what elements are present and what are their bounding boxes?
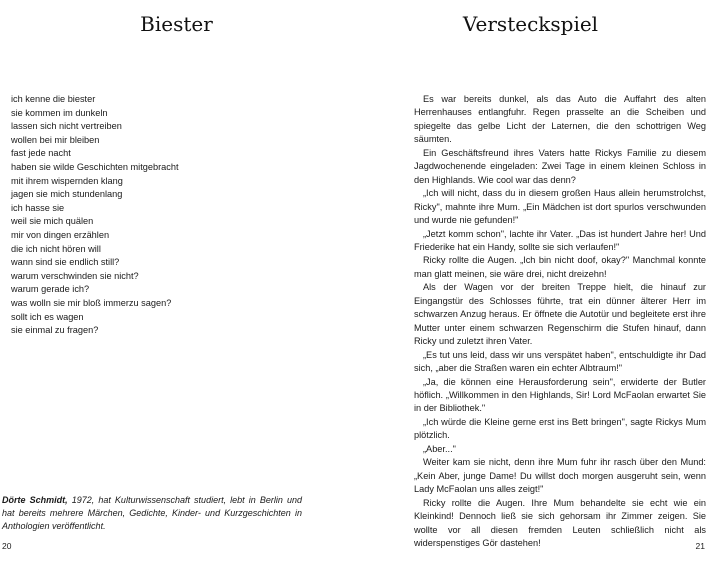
story-title: Versteckspiel bbox=[462, 12, 599, 36]
page-number-left: 20 bbox=[2, 541, 12, 551]
poem-line: wollen bei mir bleiben bbox=[11, 134, 100, 145]
story-paragraph: Weiter kam sie nicht, denn ihre Mum fuhr ihr rasch über den Mund: „Kein Aber, junge Dame! Du willst doch morgen ausgeruht sein, wenn Lady McFaolan uns alles zeigt!" bbox=[414, 457, 706, 495]
poem-line: jagen sie mich stundenlang bbox=[11, 189, 123, 200]
poem-line: sie einmal zu fragen? bbox=[11, 325, 99, 336]
poem-line: haben sie wilde Geschichten mitgebracht bbox=[11, 161, 179, 172]
story-paragraph: „Ja, die können eine Herausforderung sein", erwiderte der Butler höflich. „Willkommen in den Highlands, Sir! Lord McFaolan erwartet Sie in der Bibliothek." bbox=[414, 376, 706, 414]
left-page bbox=[0, 0, 353, 565]
page-number-right: 21 bbox=[695, 541, 705, 551]
author-name: Dörte Schmidt, bbox=[2, 495, 68, 505]
poem-line: ich kenne die biester bbox=[11, 94, 96, 104]
story-paragraph: „Es tut uns leid, dass wir uns verspätet haben", entschuldigte ihr Dad sich, „aber die Straßen waren ein echter Albtraum!" bbox=[414, 349, 706, 374]
story-paragraph: Ein Geschäftsfreund ihres Vaters hatte Rickys Familie zu diesem Jagdwochenende eingeladen: Zwei Tage in einem kleinen Schloss in den Highlands. Wie cool war das denn? bbox=[414, 147, 706, 185]
story-paragraph: Ricky rollte die Augen. Ihre Mum behandelte sie echt wie ein Kleinkind! Dennoch ließ sie sich gehorsam ihr Zimmer zeigen. Sie wollte vor all diesen fremden Leuten schließlich nicht als widerspenstiges Gör dastehen! bbox=[414, 497, 706, 548]
story-paragraph: Es war bereits dunkel, als das Auto die Auffahrt des alten Herrenhauses entlangfuhr. Regen prasselte an die Scheiben und spiegelte das gelbe Licht der Laternen, die den schottrigen Weg säumten. bbox=[414, 94, 706, 145]
poem-title: Biester bbox=[140, 12, 213, 36]
poem bbox=[11, 93, 179, 338]
poem-line: mir von dingen erzählen bbox=[11, 229, 110, 240]
poem-line: ich hasse sie bbox=[11, 202, 65, 213]
story-paragraph: Als der Wagen vor der breiten Treppe hielt, die hinauf zur Eingangstür des Schlosses führte, trat ein dünner älterer Herr im schwarzen Anzug heraus. Er öffnete die Autotür und begleitete erst ihre Mutter unter einem schwarzen Regenschirm die Stufen hinauf, dann Ricky und zuletzt ihren Vater. bbox=[414, 282, 706, 347]
poem-line: lassen sich nicht vertreiben bbox=[11, 121, 122, 132]
story-paragraph: Ricky rollte die Augen. „Ich bin nicht doof, okay?" Manchmal konnte man glatt meinen, sie wäre drei, nicht dreizehn! bbox=[414, 255, 706, 279]
poem-line: warum gerade ich? bbox=[11, 284, 90, 295]
story-paragraph: „Aber..." bbox=[423, 443, 456, 454]
right-page bbox=[354, 0, 707, 565]
story-paragraph: „Jetzt komm schon", lachte ihr Vater. „Das ist hundert Jahre her! Und Friederike hat ein Handy, sollte sie sich verlaufen!" bbox=[414, 228, 706, 252]
author-bio bbox=[2, 494, 302, 533]
poem-line: was wolln sie mir bloß immerzu sagen? bbox=[11, 297, 172, 308]
poem-line: warum verschwinden sie nicht? bbox=[11, 270, 139, 281]
story-paragraph: „Ich würde die Kleine gerne erst ins Bett bringen", sagte Rickys Mum plötzlich. bbox=[414, 416, 706, 441]
poem-line: mit ihrem wispernden klang bbox=[11, 175, 123, 186]
poem-line: wann sind sie endlich still? bbox=[11, 257, 120, 268]
poem-line: fast jede nacht bbox=[11, 148, 71, 159]
poem-line: weil sie mich quälen bbox=[11, 216, 94, 227]
poem-line: sollt ich es wagen bbox=[11, 311, 84, 322]
story-text bbox=[414, 93, 706, 550]
poem-line: die ich nicht hören will bbox=[11, 243, 101, 254]
author-bio-text: 1972, hat Kulturwissenschaft studiert, lebt in Berlin und hat bereits mehrere Märchen, Gedichte, Kinder- und Kurzgeschichten in Anthologien veröffentlicht. bbox=[2, 495, 302, 531]
poem-line: sie kommen im dunkeln bbox=[11, 107, 108, 118]
story-paragraph: „Ich will nicht, dass du in diesem großen Haus allein herumstrolchst, Ricky", mahnte ihre Mum. „Ein Mädchen ist dort spurlos verschwunden und wurde nie gefunden!" bbox=[414, 188, 706, 226]
